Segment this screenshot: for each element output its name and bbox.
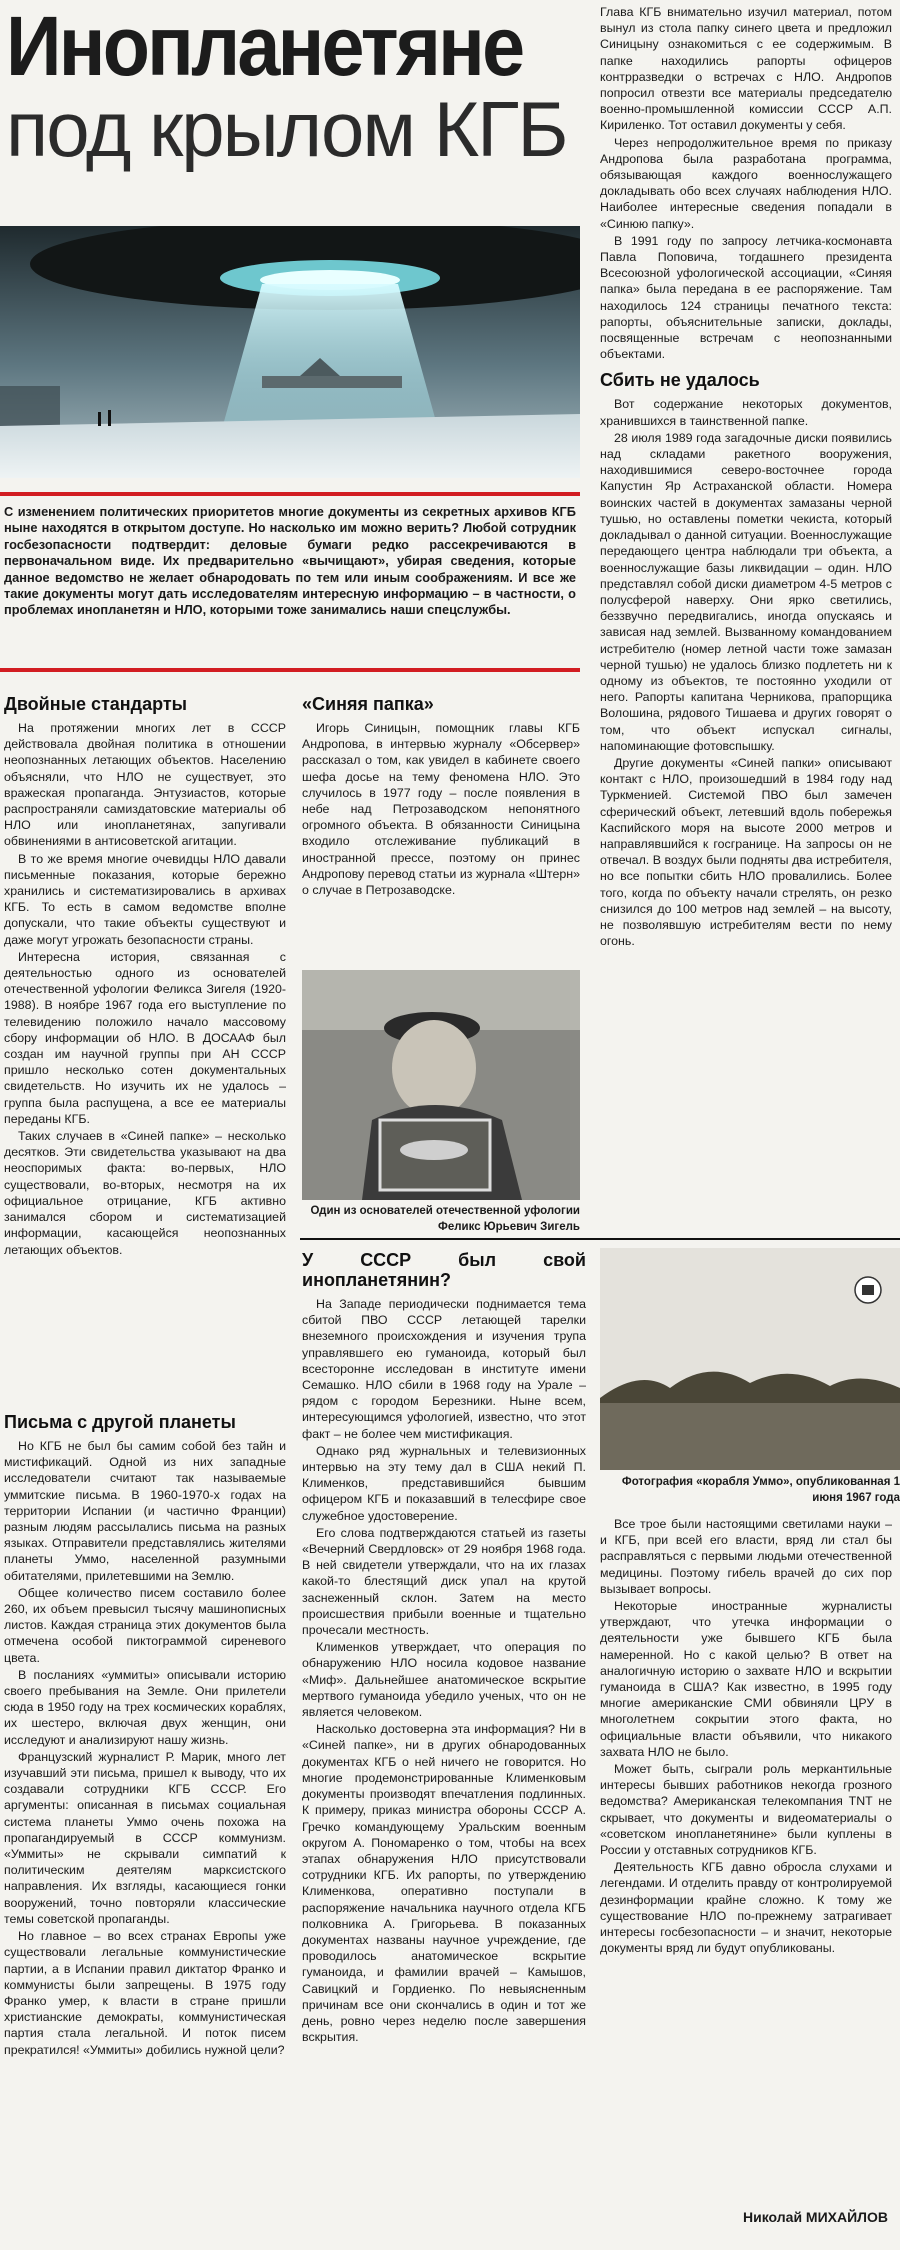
paragraph: Его слова подтверждаются статьей из газеты «Вечерний Свердловск» от 29 ноября 1968 года. В ней свидетели утверждали, что на их глазах какой-то блестящий диск упал на крутой заснеженный склон. Затем на место происшествия прибыли военные и тщательно прочесали местность. (302, 1525, 586, 1638)
column-bottom-right (600, 1516, 892, 1957)
photo-caption-ummo: Фотография «корабля Уммо», опубликованная 1 июня 1967 года (621, 1476, 900, 1504)
paragraph: На протяжении многих лет в СССР действовала двойная политика в отношении неопознанных летающих объектов. Населению объясняли, что НЛО не существует, это вражеская пропаганда. Энтузиастов, которые распространяли самиздатовские материалы об НЛО или инопланетянах, запугивали обвинениями в антисоветской агитации. (4, 721, 286, 849)
paragraph: Деятельность КГБ давно обросла слухами и легендами. И отделить правду от контролируемой дезинформации крайне сложно. К тому же существование НЛО по-прежнему затрагивает интересы госбезопасности – и значит, некоторые документы вряд ли будут опубликованы. (600, 1860, 892, 1956)
paragraph: Интересна история, связанная с деятельностью одного из основателей отечественной уфологии Феликса Зигеля (1920-1988). В ноябре 1967 года его выступление по телевидению положило начало массовому сбору информации об НЛО. В ДОСААФ был создан им научной группы при АН СССР пришло несколько сотен документальных свидетельств. Но изучить их не удалось – группа была распущена, а все ее материалы переданы КГБ. (4, 949, 286, 1126)
paragraph: Но главное – во всех странах Европы уже существовали легальные коммунистические партии, а в Испании правил диктатор Франко и коммунисты были запрещены. В 1975 году Франко умер, к власти в стране пришли христианские демократы, коммунистическая партия стала легальной. И поток писем прекратился! «Уммиты» добились нужной цели? (4, 1929, 286, 2057)
paragraph: Вот содержание некоторых документов, хранившихся в таинственной папке. (600, 397, 892, 428)
paragraph: На Западе периодически поднимается тема сбитой ПВО СССР летающей тарелки внеземного происхождения и изучения трупа управлявшего ею гуманоида, который был всесторонне исследован в институте имени Семашко. НЛО сбили в 1968 году на Урале – рядом с городом Березники. Ныне всем, интересующимся уфологией, известно, что этот факт – не более чем мистификация. (302, 1297, 586, 1441)
paragraph: Некоторые иностранные журналисты утверждают, что утечка информации о деятельности уже бывшего КГБ была намеренной. Но с какой целью? В ответ на аналогичную историю о захвате НЛО и вскрытии гуманоида в США? Как известно, в 1995 году многие американские СМИ обвиняли ЦРУ в многолетнем сокрытии этого факта, но официальные власти объявили, что никакого захвата НЛО не было. (600, 1599, 892, 1759)
paragraph: В 1991 году по запросу летчика-космонавта Павла Поповича, тогдашнего президента Всесоюзной уфологической ассоциации, «Синяя папка» была передана в ее распоряжение. Там находилось 124 страницы печатного текста: рапорты, объяснительные записки, доклады, посвященные встречам с неопознанными объектами. (600, 233, 892, 362)
section-heading-sbit: Сбить не удалось (600, 370, 760, 391)
paragraph: Игорь Синицын, помощник главы КГБ Андропова, в интервью журналу «Обсервер» рассказал о том, как увидел в кабинете своего шефа досье на тему феномена НЛО. Это случилось в 1977 году – после появления в небе над Петрозаводском непонятного огромного объекта. В обязанности Синицына входило отслеживание публикаций в иностранной прессе, поэтому он принес Андропову перевод статьи из журнала «Штерн» о случае в Петрозаводске. (302, 721, 580, 898)
paragraph: Глава КГБ внимательно изучил материал, потом вынул из стола папку синего цвета и предложил Синицыну ознакомиться с ее содержимым. В папке находились рапорты офицеров контрразведки о встречах с НЛО. Андропов попросил отвезти все материалы председателю военно-промышленной комиссии СССР А.П. Кириленко. Тот оставил документы у себя. (600, 5, 892, 133)
paragraph: В посланиях «уммиты» описывали историю своего пребывания на Земле. Они прилетели сюда в 1950 году на трех космических кораблях, их шестеро, включая двух женщин, они исследуют и анализируют нашу жизнь. (4, 1667, 286, 1747)
paragraph: Французский журналист Р. Марик, много лет изучавший эти письма, пришел к выводу, что их создавали сотрудники КГБ СССР. Его аргументы: описанная в письмах социальная система планеты Уммо очень похожа на пропагандируемый в СССР коммунизм. «Уммиты» не скрывали симпатий к политическим деятелям марксистского направления. Их взгляды, касающиеся гонки вооружений, точно повторяли классические темы советской пропаганды. (4, 1749, 286, 1926)
paragraph: Однако ряд журнальных и телевизионных интервью на эту тему дал в США некий П. Клименков, представившийся бывшим офицером КГБ и показавший в телесфире свое служебное удостоверение. (302, 1443, 586, 1523)
paragraph: Но КГБ не был бы самим собой без тайн и мистификаций. Одной из них западные исследователи считают так называемые уммитские письма. В 1960-1970-х годах на территории Испании (и частично Франции) разным людям рассылались письма на разных языках. Отправители представлялись жителями планеты Уммо, населенной разумными обитателями, прилетевшими на Землю. (4, 1439, 286, 1583)
divider-line (300, 1238, 900, 1240)
section-heading-blue-folder: «Синяя папка» (302, 694, 434, 714)
section-heading-double-standards: Двойные стандарты (4, 694, 188, 714)
photo-caption-zigel: Один из основателей отечественной уфологии Феликс Юрьевич Зигель (310, 1205, 580, 1233)
photo-ummo-ship (600, 1248, 900, 1470)
author-byline: Николай МИХАЙЛОВ (743, 2209, 888, 2225)
headline-line-2: под крылом КГБ (6, 85, 567, 173)
column-top-right (600, 4, 892, 950)
column-double-standards (4, 692, 286, 1259)
section-heading-ussr-alien: У СССР был свой инопланетянин? (302, 1250, 586, 1290)
headline (6, 0, 596, 173)
paragraph: Клименков утверждает, что операция по обнаружению НЛО носила кодовое название «Миф». Дальнейшее анатомическое вскрытие мертвого гуманоида убедило ученых, что он не является человеком. (302, 1640, 586, 1720)
column-blue-folder (302, 692, 580, 899)
paragraph: Другие документы «Синей папки» описывают контакт с НЛО, произошедший в 1984 году над Туркменией. Системой ПВО был замечен сферический объект, летевший вдоль побережья Каспийского моря на высоте 2000 метров и направлявшийся к госгранице. На запросы он не отвечал. В воздух были подняты два истребителя, но все попытки сбить НЛО провалились. Более того, когда по объекту начали стрелять, он резко снизился до 100 метров над землей – на высоту, не позволявшую истребителям вести по нему огонь. (600, 755, 892, 949)
section-heading-letters: Письма с другой планеты (4, 1412, 236, 1432)
photo-zigel (302, 970, 580, 1200)
hero-illustration (0, 226, 580, 478)
column-ussr-alien (302, 1248, 586, 2046)
column-letters (4, 1410, 286, 2059)
paragraph: Общее количество писем составило более 260, их объем превысил тысячу машинописных листов. Каждая страница этих документов была отмечена особой пиктограммой сиреневого цвета. (4, 1585, 286, 1665)
paragraph: Может быть, сыграли роль меркантильные интересы бывших работников некогда грозного ведомства? Американская телекомпания TNT не скрывает, что документы и видеоматериалы о «советском инопланетянине» были куплены в России у отставных сотрудников КГБ. (600, 1762, 892, 1858)
paragraph: Все трое были настоящими светилами науки – и КГБ, при всей его власти, вряд ли стал бы расправляться с первыми людьми отечественной медицины. Поэтому гибель врачей до сих пор вызывает вопросы. (600, 1517, 892, 1596)
headline-line-1: Инопланетяне (6, 0, 523, 93)
paragraph: 28 июля 1989 года загадочные диски появились над складами ракетного вооружения, находившимися северо-восточнее города Капустин Яр Астраханской области. Номера воинских частей в документах замазаны черной тушью, но оставлены пометки чекиста, который докладывал о данной ситуации. Военнослужащие передающего центра наблюдали три объекта, а военнослужащие базы ликвидации – один. НЛО представлял собой диски диаметром 4-5 метров с полусферой наверху. Они ярко светились, беззвучно передвигались, иногда опускаясь и зависая над землей. Вызванному командованием истребителю (номер летной части тоже замазан черной тушью) не удалось близко подлететь ни к одному из объектов, те постоянно уходили от него. Рапорты капитана Черникова, прапорщика Волошина, рядового Тишаева и других говорят о том, что объект испускал сигналы, напоминающие фотовспышку. (600, 430, 892, 753)
lead-bottom-rule (0, 668, 580, 672)
paragraph: В то же время многие очевидцы НЛО давали письменные показания, которые бережно хранились и систематизировались в архивах КГБ. То есть в самом ведомстве вполне допускали, что такие объекты существуют и даже могут угрожать безопасности страны. (4, 851, 286, 947)
paragraph: Насколько достоверна эта информация? Ни в «Синей папке», ни в других обнародованных документах КГБ о ней ничего не говорится. Но многие продемонстрированные Клименковым документы производят впечатления подлинных. К примеру, приказ министра обороны СССР А. Гречко командующему Уральским военным округом А. Пономаренко о том, чтобы на всех этапах обнаружения НЛО присутствовали сотрудники КГБ. Их рапорты, по утверждению Клименкова, оперативно поступали в распоряжение начальника научного отдела КГБ полковника А. Григорьева. В показанных документах названы научное учреждение, где проводилось анатомическое вскрытие гуманоида, и фамилии врачей – Камышов, Савицкий и Гордиенко. По невыясненным причинам все они скончались в один и тот же день, ровно через неделю после завершения вскрытия. (302, 1722, 586, 2045)
lead-paragraph: С изменением политических приоритетов многие документы из секретных архивов КГБ ныне находятся в открытом доступе. Но насколько им можно верить? Любой сотрудник госбезопасности подтвердит: деловые бумаги редко рассекречиваются в первоначальном виде. Их предварительно «вычищают», убирая сведения, которые данное ведомство не желает обнародовать по тем или иным соображениям. И все же такие документы могут дать исследователям интересную информацию – в частности, о проблемах инопланетян и НЛО, которыми тоже занимались наши спецслужбы. (4, 504, 576, 618)
paragraph: Через непродолжительное время по приказу Андропова была разработана программа, обязывающая каждого военнослужащего докладывать обо всех случаях наблюдения НЛО. Наиболее интересные сведения попадали в «Синюю папку». (600, 135, 892, 231)
paragraph: Таких случаев в «Синей папке» – несколько десятков. Эти свидетельства указывают на два неоспоримых факта: во-первых, НЛО существовали, во-вторых, несмотря на их официальное отрицание, КГБ активно занимался сбором и систематизацией информации, касающейся неопознанных летающих объектов. (4, 1129, 286, 1257)
lead-top-rule (0, 492, 580, 496)
